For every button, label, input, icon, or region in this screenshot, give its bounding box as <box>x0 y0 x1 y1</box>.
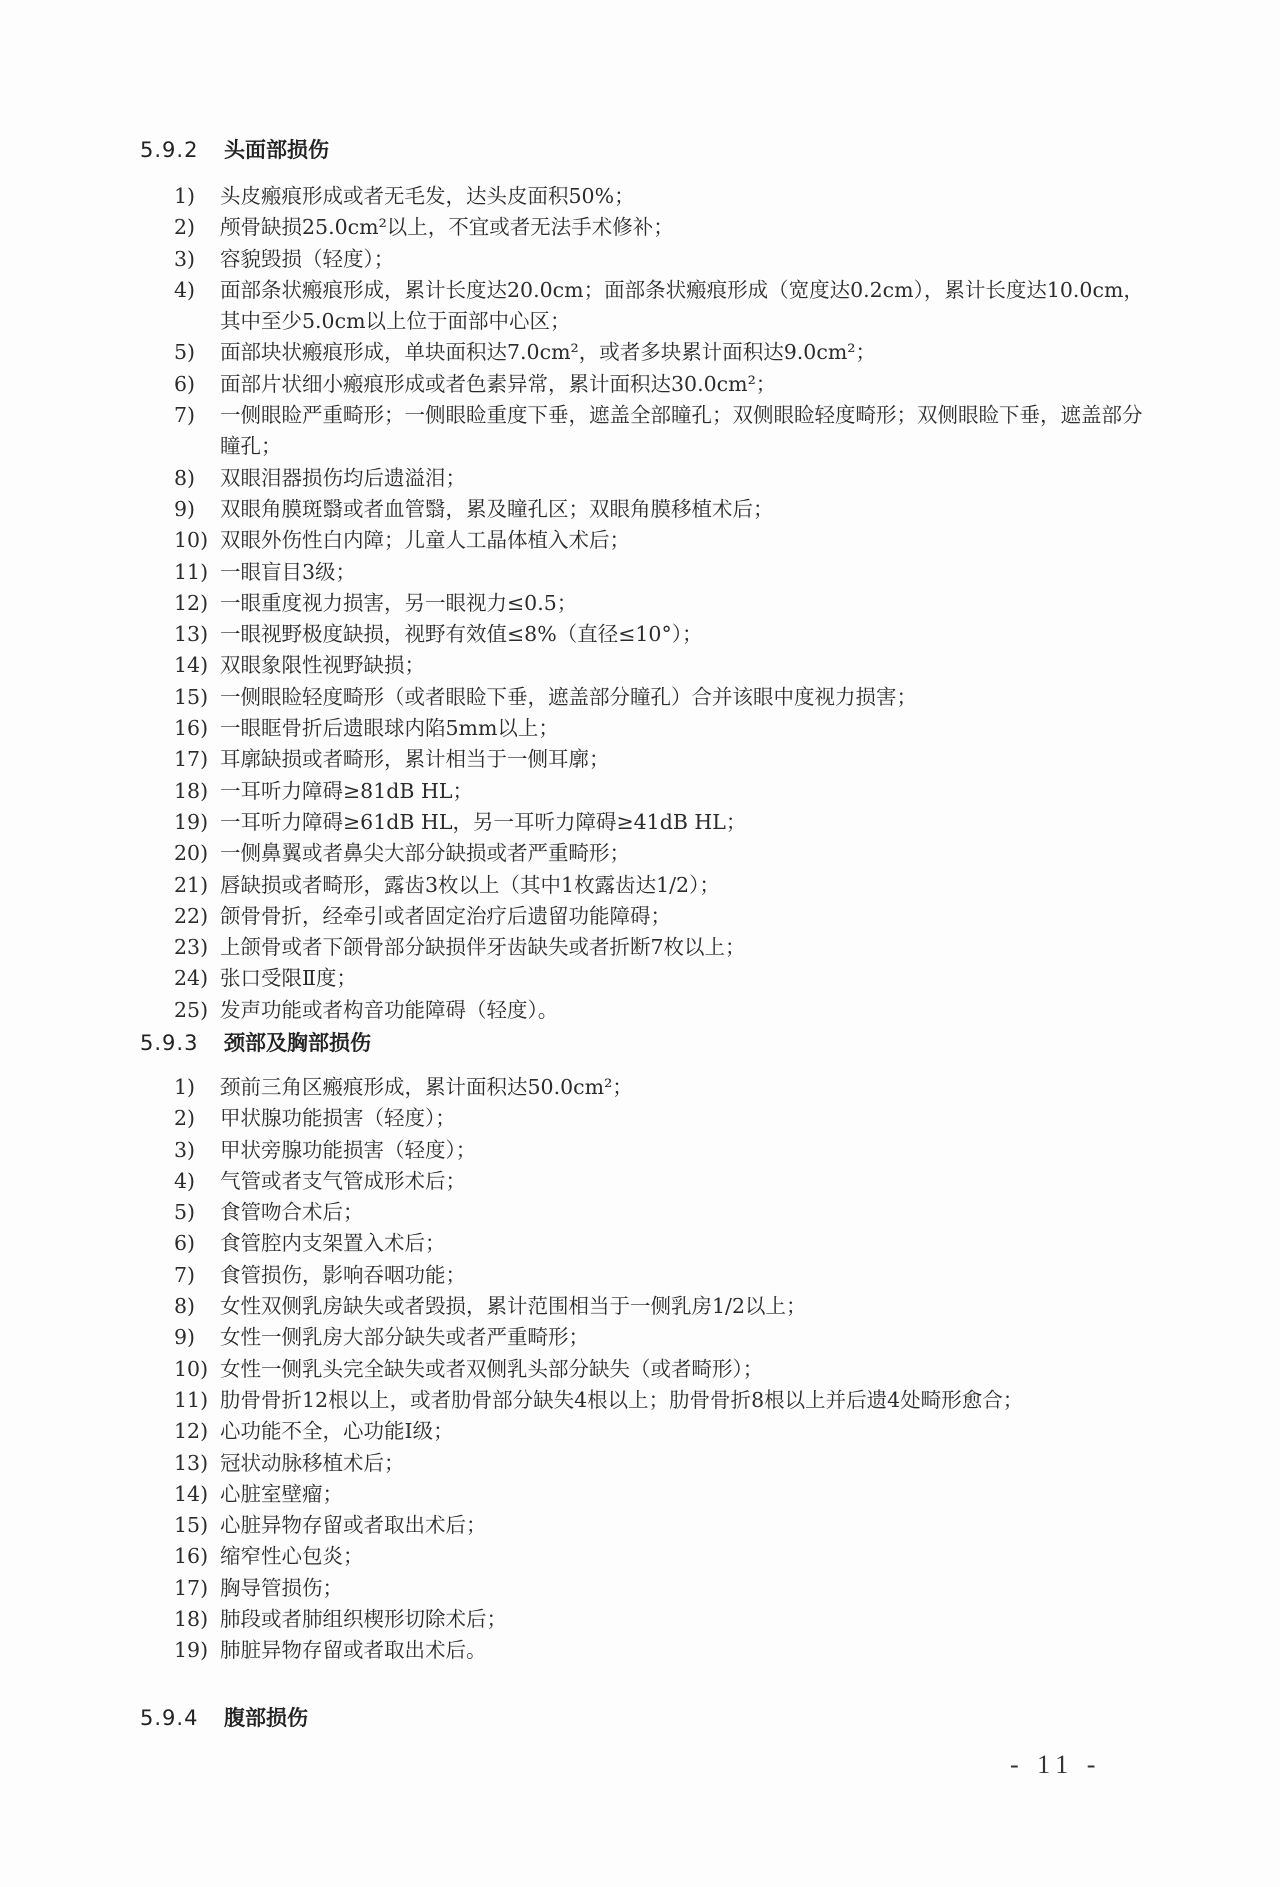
item-text: 双眼角膜斑翳或者血管翳，累及瞳孔区；双眼角膜移植术后； <box>220 496 774 521</box>
item-number: 11) <box>174 1387 209 1412</box>
item-text: 食管腔内支架置入术后； <box>220 1231 446 1256</box>
list-item <box>174 1291 1144 1322</box>
item-number: 12) <box>174 1419 209 1444</box>
item-text: 面部条状瘢痕形成，累计长度达20.0cm；面部条状瘢痕形成（宽度达0.2cm），累计长度达10.0cm，其中至少5.0cm以上位于面部中心区； <box>220 277 1144 334</box>
item-number: 3) <box>174 1137 196 1162</box>
list-item <box>174 1166 1144 1197</box>
item-number: 1) <box>174 184 196 208</box>
item-number: 15) <box>174 684 209 709</box>
list-item <box>174 744 1144 775</box>
item-text: 肺脏异物存留或者取出术后。 <box>220 1638 487 1663</box>
item-number: 15) <box>174 1513 209 1538</box>
item-number: 5) <box>174 1200 196 1225</box>
list-item <box>174 1103 1144 1134</box>
item-text: 双眼泪器损伤均后遗溢泪； <box>220 465 466 490</box>
list-item <box>174 244 1144 275</box>
list-item <box>174 588 1144 619</box>
item-text: 双眼象限性视野缺损； <box>220 653 425 678</box>
item-text: 头皮瘢痕形成或者无毛发，达头皮面积50%； <box>220 184 635 208</box>
list-item <box>174 400 1144 463</box>
list-item <box>174 1260 1144 1291</box>
list-item <box>174 369 1144 400</box>
item-number: 19) <box>174 809 209 834</box>
section-heading-5-9-2 <box>140 135 329 165</box>
list-item <box>174 275 1144 338</box>
list-item <box>174 1510 1144 1541</box>
item-number: 6) <box>174 371 196 396</box>
list-item <box>174 807 1144 838</box>
item-text: 心功能不全，心功能Ⅰ级； <box>220 1419 454 1444</box>
item-number: 3) <box>174 246 196 271</box>
item-number: 22) <box>174 903 209 928</box>
list-item <box>174 525 1144 556</box>
item-number: 18) <box>174 778 209 803</box>
list-item <box>174 1385 1144 1416</box>
item-number: 8) <box>174 465 196 490</box>
item-text: 上颌骨或者下颌骨部分缺损伴牙齿缺失或者折断7枚以上； <box>220 935 746 960</box>
list-item <box>174 1573 1144 1604</box>
item-text: 一侧眼睑轻度畸形（或者眼睑下垂，遮盖部分瞳孔）合并该眼中度视力损害； <box>220 684 917 709</box>
page-number: - 11 - <box>1010 1750 1102 1779</box>
list-item <box>174 619 1144 650</box>
list-item <box>174 557 1144 588</box>
list-item <box>174 650 1144 681</box>
section-title: 颈部及胸部损伤 <box>224 1031 371 1055</box>
list-item <box>174 463 1144 494</box>
item-number: 19) <box>174 1638 209 1663</box>
item-text: 张口受限Ⅱ度； <box>220 966 357 991</box>
item-text: 一眼盲目3级； <box>220 559 357 584</box>
list-item <box>174 494 1144 525</box>
section-title: 腹部损伤 <box>224 1706 308 1730</box>
item-text: 甲状旁腺功能损害（轻度）； <box>220 1137 477 1162</box>
list-item <box>174 963 1144 994</box>
item-text: 食管吻合术后； <box>220 1200 364 1225</box>
item-text: 一耳听力障碍≥81dB HL； <box>220 778 473 803</box>
section-title: 头面部损伤 <box>224 138 329 162</box>
item-text: 女性一侧乳房大部分缺失或者严重畸形； <box>220 1325 589 1350</box>
item-text: 心脏异物存留或者取出术后； <box>220 1513 487 1538</box>
item-text: 耳廓缺损或者畸形，累计相当于一侧耳廓； <box>220 747 610 772</box>
item-text: 双眼外伤性白内障；儿童人工晶体植入术后； <box>220 528 630 553</box>
item-text: 一侧眼睑严重畸形；一侧眼睑重度下垂，遮盖全部瞳孔；双侧眼睑轻度畸形；双侧眼睑下垂，遮盖部分瞳孔； <box>220 403 1143 459</box>
item-text: 容貌毁损（轻度）； <box>220 246 395 271</box>
item-text: 一眼视野极度缺损，视野有效值≤8%（直径≤10°）； <box>220 622 703 647</box>
item-text: 食管损伤，影响吞咽功能； <box>220 1262 466 1287</box>
list-item <box>174 776 1144 807</box>
section-number: 5.9.3 <box>140 1031 199 1055</box>
item-text: 心脏室壁瘤； <box>220 1481 343 1506</box>
list-item <box>174 713 1144 744</box>
list-item <box>174 682 1144 713</box>
item-number: 9) <box>174 496 196 521</box>
list-item <box>174 1197 1144 1228</box>
item-number: 16) <box>174 716 209 741</box>
item-number: 14) <box>174 1481 209 1506</box>
item-text: 缩窄性心包炎； <box>220 1544 364 1569</box>
item-number: 4) <box>174 277 196 302</box>
item-number: 10) <box>174 528 209 553</box>
item-number: 8) <box>174 1294 196 1319</box>
item-number: 23) <box>174 935 209 960</box>
list-item <box>174 1354 1144 1385</box>
item-text: 一耳听力障碍≥61dB HL，另一耳听力障碍≥41dB HL； <box>220 809 747 834</box>
item-number: 9) <box>174 1325 196 1350</box>
item-text: 面部片状细小瘢痕形成或者色素异常，累计面积达30.0cm²； <box>220 371 777 396</box>
list-item <box>174 337 1144 368</box>
item-text: 气管或者支气管成形术后； <box>220 1168 466 1193</box>
item-text: 女性一侧乳头完全缺失或者双侧乳头部分缺失（或者畸形）； <box>220 1356 764 1381</box>
item-text: 一侧鼻翼或者鼻尖大部分缺损或者严重畸形； <box>220 841 630 866</box>
item-number: 14) <box>174 653 209 678</box>
item-number: 21) <box>174 872 209 897</box>
item-number: 25) <box>174 997 209 1022</box>
section-heading-5-9-4 <box>140 1703 308 1733</box>
item-number: 2) <box>174 1106 196 1131</box>
item-number: 12) <box>174 590 209 615</box>
list-item <box>174 901 1144 932</box>
item-text: 面部块状瘢痕形成，单块面积达7.0cm²，或者多块累计面积达9.0cm²； <box>220 340 876 365</box>
item-number: 10) <box>174 1356 209 1381</box>
item-number: 5) <box>174 340 196 365</box>
item-text: 胸导管损伤； <box>220 1575 343 1600</box>
item-number: 17) <box>174 1575 209 1600</box>
section-item-list-5-9-3 <box>174 1072 1144 1667</box>
list-item <box>174 1228 1144 1259</box>
item-number: 16) <box>174 1544 209 1569</box>
item-text: 女性双侧乳房缺失或者毁损，累计范围相当于一侧乳房1/2以上； <box>220 1294 807 1319</box>
section-item-list-5-9-2 <box>174 181 1144 1026</box>
section-number: 5.9.2 <box>140 138 199 162</box>
item-number: 6) <box>174 1231 196 1256</box>
item-text: 颌骨骨折，经牵引或者固定治疗后遗留功能障碍； <box>220 903 671 928</box>
item-number: 7) <box>174 403 196 428</box>
item-number: 2) <box>174 215 196 240</box>
item-text: 一眼重度视力损害，另一眼视力≤0.5； <box>220 590 578 615</box>
item-number: 18) <box>174 1607 209 1632</box>
item-text: 肋骨骨折12根以上，或者肋骨部分缺失4根以上；肋骨骨折8根以上并后遗4处畸形愈合； <box>220 1387 1024 1412</box>
list-item <box>174 181 1144 212</box>
item-text: 冠状动脉移植术后； <box>220 1450 405 1475</box>
item-text: 唇缺损或者畸形，露齿3枚以上（其中1枚露齿达1/2）； <box>220 872 720 897</box>
item-number: 24) <box>174 966 209 991</box>
list-item <box>174 870 1144 901</box>
list-item <box>174 1448 1144 1479</box>
item-number: 17) <box>174 747 209 772</box>
section-heading-5-9-3 <box>140 1028 371 1058</box>
list-item <box>174 1479 1144 1510</box>
list-item <box>174 1322 1144 1353</box>
section-number: 5.9.4 <box>140 1706 199 1730</box>
item-number: 13) <box>174 622 209 647</box>
list-item <box>174 995 1144 1026</box>
item-number: 20) <box>174 841 209 866</box>
list-item <box>174 1072 1144 1103</box>
item-text: 一眼眶骨折后遗眼球内陷5mm以上； <box>220 716 559 741</box>
list-item <box>174 1135 1144 1166</box>
list-item <box>174 1635 1144 1666</box>
list-item <box>174 932 1144 963</box>
item-text: 甲状腺功能损害（轻度）； <box>220 1106 456 1131</box>
item-text: 发声功能或者构音功能障碍（轻度）。 <box>220 997 559 1022</box>
item-text: 颈前三角区瘢痕形成，累计面积达50.0cm²； <box>220 1075 633 1099</box>
list-item <box>174 1416 1144 1447</box>
item-number: 4) <box>174 1168 196 1193</box>
item-number: 1) <box>174 1075 196 1099</box>
list-item <box>174 1541 1144 1572</box>
list-item <box>174 212 1144 243</box>
item-number: 11) <box>174 559 209 584</box>
item-text: 颅骨缺损25.0cm²以上，不宜或者无法手术修补； <box>220 215 674 240</box>
list-item <box>174 1604 1144 1635</box>
list-item <box>174 838 1144 869</box>
item-number: 13) <box>174 1450 209 1475</box>
item-number: 7) <box>174 1262 196 1287</box>
item-text: 肺段或者肺组织楔形切除术后； <box>220 1607 507 1632</box>
